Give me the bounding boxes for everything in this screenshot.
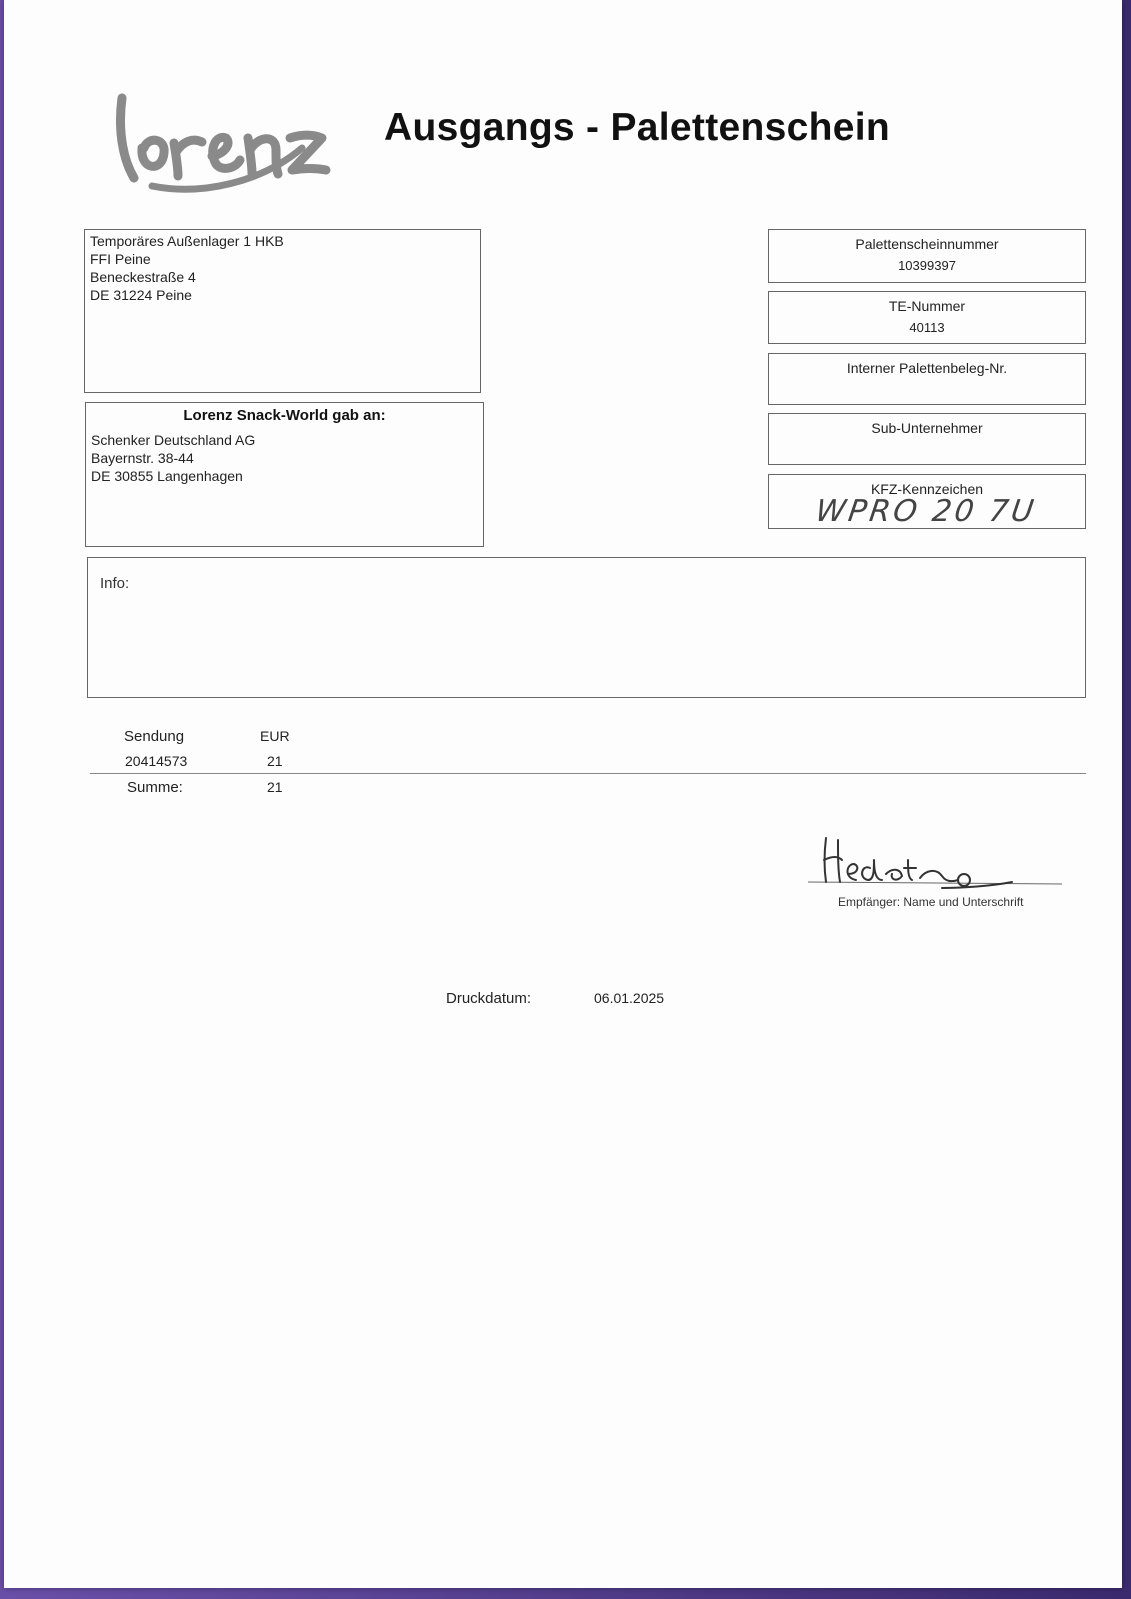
internal-pallet-doc-field bbox=[768, 353, 1086, 405]
table-row-shipment-number: 20414573 bbox=[125, 753, 188, 769]
table-header-shipment: Sendung bbox=[124, 728, 185, 745]
subcontractor-label: Sub-Unternehmer bbox=[871, 420, 983, 436]
lorenz-logo bbox=[112, 78, 332, 198]
document-title: Ausgangs - Palettenschein bbox=[384, 106, 890, 149]
pallet-slip-document bbox=[4, 0, 1122, 1588]
sender-address-box bbox=[84, 229, 481, 393]
internal-pallet-doc-label: Interner Palettenbeleg-Nr. bbox=[846, 360, 1008, 376]
pallet-slip-number-field bbox=[768, 229, 1086, 283]
recipient-signature bbox=[812, 830, 1062, 898]
table-total-label: Summe: bbox=[127, 779, 183, 796]
sender-line: Beneckestraße 4 bbox=[90, 269, 196, 285]
te-number-label: TE-Nummer bbox=[888, 298, 966, 314]
license-plate-label: KFZ-Kennzeichen bbox=[870, 481, 984, 497]
sender-line: FFI Peine bbox=[90, 251, 151, 267]
license-plate-handwriting bbox=[813, 489, 1039, 531]
table-total-value: 21 bbox=[267, 779, 283, 795]
license-plate-field bbox=[768, 474, 1086, 529]
te-number-field bbox=[768, 291, 1086, 344]
sender-line: Temporäres Außenlager 1 HKB bbox=[90, 233, 284, 249]
signature-caption: Empfänger: Name und Unterschrift bbox=[838, 895, 1024, 909]
info-label: Info: bbox=[100, 575, 130, 592]
recipient-line: Schenker Deutschland AG bbox=[91, 432, 256, 448]
recipient-address-box bbox=[85, 402, 484, 547]
recipient-line: Bayernstr. 38-44 bbox=[91, 450, 194, 466]
recipient-line: DE 30855 Langenhagen bbox=[91, 468, 243, 484]
pallet-slip-number-label: Palettenscheinnummer bbox=[855, 236, 999, 252]
pallet-slip-number-value: 10399397 bbox=[898, 258, 956, 273]
sender-line: DE 31224 Peine bbox=[90, 287, 192, 303]
table-header-eur: EUR bbox=[260, 728, 290, 744]
info-box bbox=[87, 557, 1086, 698]
table-divider bbox=[90, 773, 1086, 774]
subcontractor-field bbox=[768, 413, 1086, 465]
recipient-heading: Lorenz Snack-World gab an: bbox=[183, 407, 386, 424]
te-number-value: 40113 bbox=[909, 320, 945, 335]
license-plate-value: WPRO 20 7U bbox=[813, 494, 1039, 529]
print-date-value: 06.01.2025 bbox=[594, 990, 665, 1006]
print-date-label: Druckdatum: bbox=[446, 990, 532, 1007]
table-row-eur-value: 21 bbox=[267, 753, 283, 769]
